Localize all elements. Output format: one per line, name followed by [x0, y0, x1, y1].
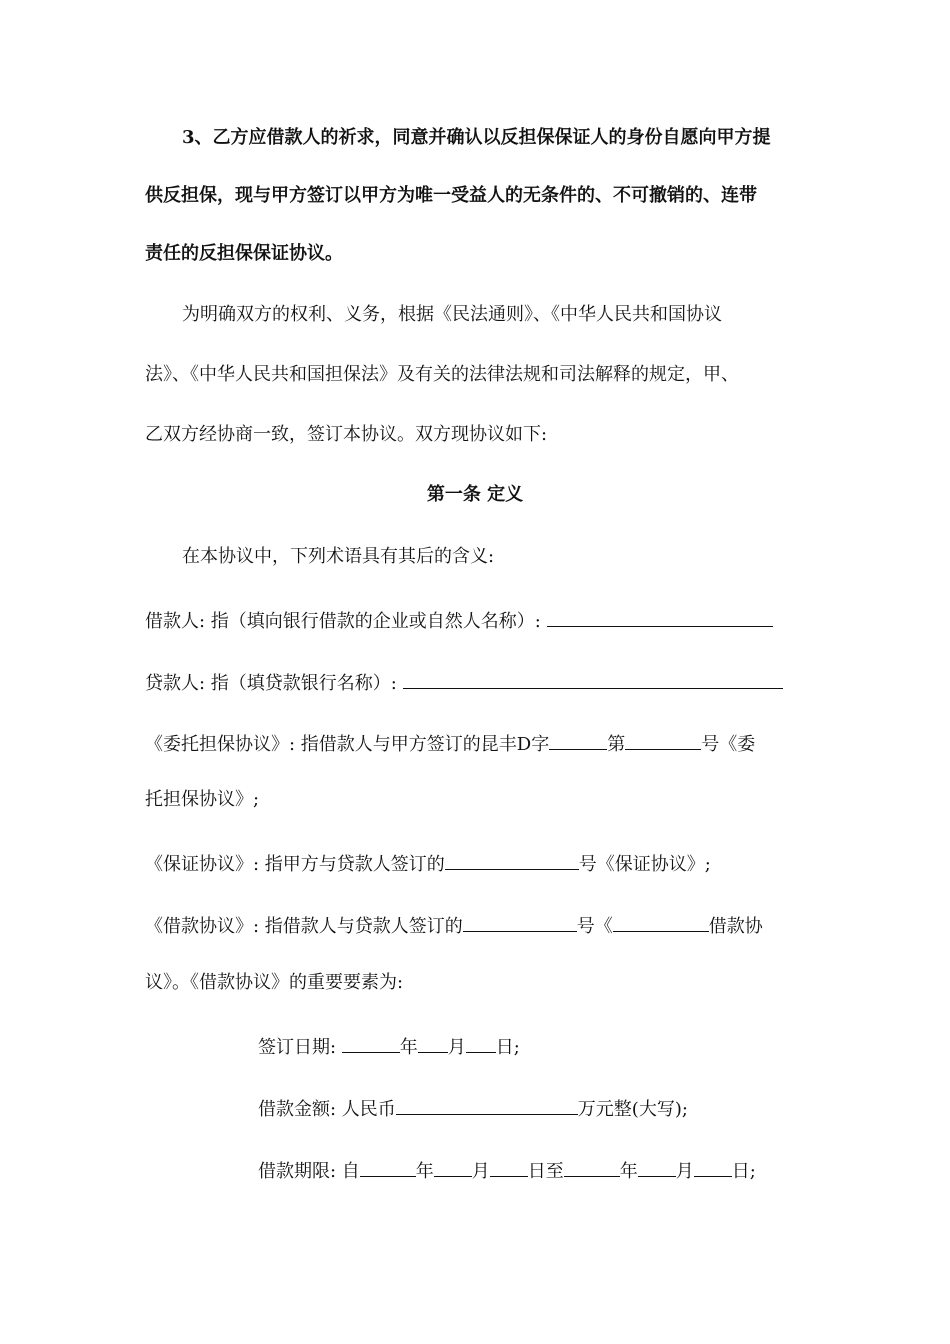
term-start-day-label: 日至 — [527, 1161, 564, 1182]
loan-number-field[interactable] — [463, 913, 577, 932]
loan-label: 《借款协议》: 指借款人与贷款人签订的 — [145, 916, 463, 937]
loan-amount-row — [258, 1096, 688, 1122]
sign-date-row — [258, 1034, 520, 1060]
term-end-month-label: 月 — [675, 1161, 694, 1182]
loan-amount-tail: 万元整(大写); — [577, 1099, 688, 1120]
intro-p1-line1: 3、乙方应借款人的祈求，同意并确认以反担保保证人的身份自愿向甲方提 — [182, 127, 771, 148]
entrust-code-field[interactable] — [549, 731, 607, 750]
guarantee-tail: 号《保证协议》; — [578, 854, 711, 875]
borrower-label: 借款人: 指（填向银行借款的企业或自然人名称）: — [145, 611, 541, 632]
loan-hao-label: 号《 — [576, 916, 613, 937]
term-start-year-field[interactable] — [360, 1158, 416, 1177]
loan-term-label: 借款期限: 自 — [258, 1161, 360, 1182]
lender-label: 贷款人: 指（填贷款银行名称）: — [145, 673, 397, 694]
sign-date-label: 签订日期: — [258, 1037, 342, 1058]
intro-p2-line1: 为明确双方的权利、义务，根据《民法通则》、《中华人民共和国协议 — [182, 304, 722, 325]
borrower-name-field[interactable] — [547, 608, 773, 627]
entrust-label: 《委托担保协议》: 指借款人与甲方签订的昆丰D字 — [145, 734, 550, 755]
lender-name-field[interactable] — [403, 670, 783, 689]
term-start-year-label: 年 — [415, 1161, 434, 1182]
term-end-day-label: 日; — [731, 1161, 756, 1182]
loan-agreement-definition — [145, 913, 763, 939]
term-end-year-field[interactable] — [564, 1158, 620, 1177]
intro-p2-line2: 法》、《中华人民共和国担保法》及有关的法律法规和司法解释的规定，甲、 — [145, 364, 739, 385]
intro-p1-line2: 供反担保，现与甲方签订以甲方为唯一受益人的无条件的、不可撤销的、连带 — [145, 185, 757, 206]
intro-p1-line3: 责任的反担保保证协议。 — [145, 243, 343, 264]
definitions-lead: 在本协议中，下列术语具有其后的含义: — [182, 546, 495, 567]
lender-definition — [145, 670, 783, 696]
sign-month-field[interactable] — [418, 1034, 448, 1053]
entrust-di-label: 第 — [607, 734, 626, 755]
term-end-day-field[interactable] — [694, 1158, 732, 1177]
loan-amount-label: 借款金额: 人民币 — [258, 1099, 396, 1120]
entrust-agreement-definition — [145, 731, 755, 757]
term-start-month-field[interactable] — [434, 1158, 472, 1177]
intro-p2-line3: 乙双方经协商一致，签订本协议。双方现协议如下: — [145, 424, 548, 445]
guarantee-label: 《保证协议》: 指甲方与贷款人签订的 — [145, 854, 445, 875]
sign-year-label: 年 — [399, 1037, 418, 1058]
entrust-continuation: 托担保协议》; — [145, 789, 260, 810]
loan-xie-label: 借款协 — [708, 916, 763, 937]
term-start-day-field[interactable] — [490, 1158, 528, 1177]
sign-year-field[interactable] — [342, 1034, 400, 1053]
loan-amount-field[interactable] — [396, 1096, 578, 1115]
entrust-number-field[interactable] — [625, 731, 701, 750]
term-start-month-label: 月 — [471, 1161, 490, 1182]
term-end-month-field[interactable] — [638, 1158, 676, 1177]
loan-type-field[interactable] — [613, 913, 709, 932]
sign-month-label: 月 — [447, 1037, 466, 1058]
guarantee-agreement-definition — [145, 851, 711, 877]
term-end-year-label: 年 — [619, 1161, 638, 1182]
borrower-definition — [145, 608, 773, 634]
guarantee-number-field[interactable] — [445, 851, 579, 870]
article-heading: 第一条 定义 — [426, 484, 524, 505]
loan-continuation: 议》。《借款协议》的重要要素为: — [145, 972, 404, 993]
sign-day-field[interactable] — [466, 1034, 496, 1053]
sign-day-label: 日; — [495, 1037, 520, 1058]
entrust-hao-label: 号《委 — [701, 734, 756, 755]
loan-term-row — [258, 1158, 756, 1184]
